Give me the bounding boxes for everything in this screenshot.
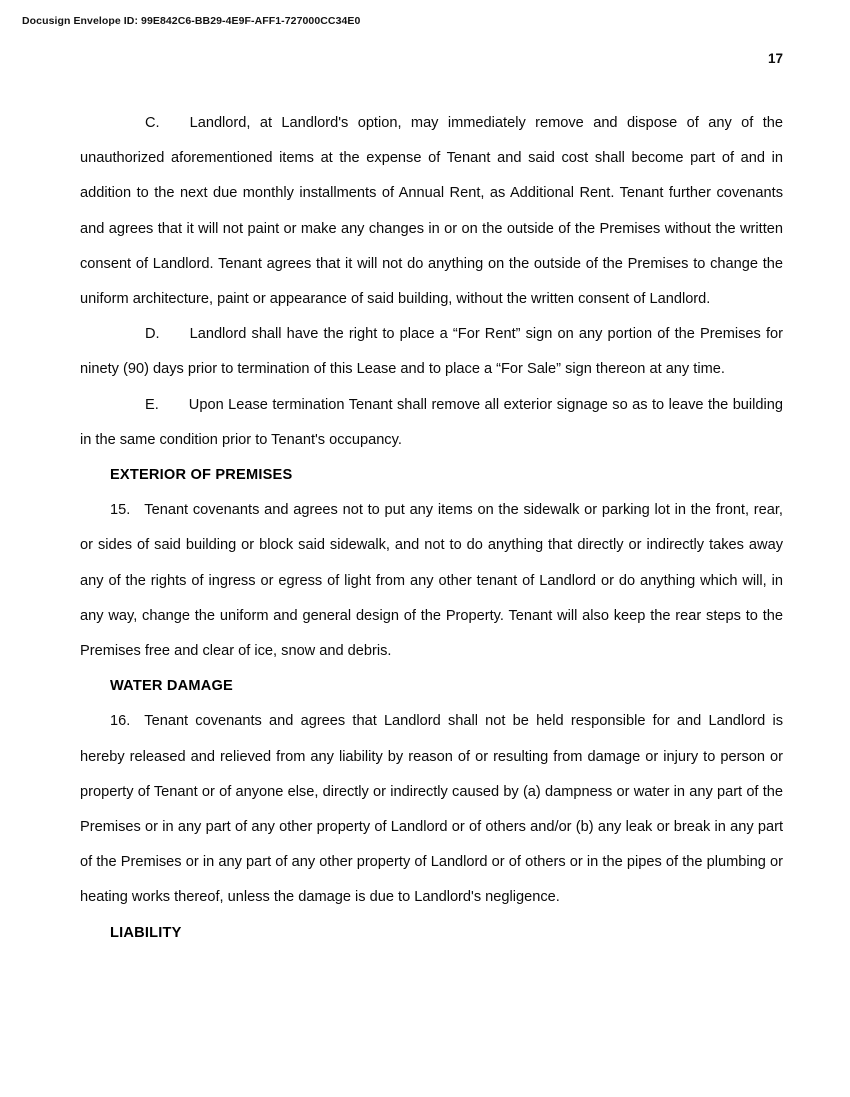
paragraph-c-text: Landlord, at Landlord's option, may immediately remove and dispose of any of the unauthorized aforementioned items at the expense of Tenant and said cost shall become part of and in addition to the next due monthly installments of Annual Rent, as Additional Rent. Tenant further covenants and agrees that it will not paint or make any changes in or on the outside of the Premises without the written consent of Landlord. Tenant agrees that it will not do anything on the outside of the Premises to change the uniform architecture, paint or appearance of said building, without the written consent of Landlord.: [80, 115, 783, 308]
paragraph-c-marker: C.: [145, 115, 160, 131]
document-body: [80, 106, 783, 951]
page-number: 17: [767, 51, 783, 66]
docusign-envelope-id: Docusign Envelope ID: 99E842C6-BB29-4E9F-AFF1-727000CC34E0: [22, 15, 361, 27]
section-heading-exterior-of-premises: EXTERIOR OF PREMISES: [110, 467, 293, 484]
paragraph-d-text: Landlord shall have the right to place a “For Rent” sign on any portion of the Premises for ninety (90) days prior to termination of this Lease and to place a “For Sale” sign thereon at any time.: [80, 326, 783, 378]
section-16: [80, 704, 783, 915]
paragraph-d: [80, 317, 783, 387]
section-15-marker: 15.: [110, 502, 131, 519]
section-16-marker: 16.: [110, 713, 131, 730]
paragraph-e-marker: E.: [145, 396, 159, 413]
paragraph-e: [80, 388, 783, 458]
paragraph-c: [80, 106, 783, 317]
paragraph-d-marker: D.: [145, 326, 160, 343]
section-15-text: Tenant covenants and agrees not to put any items on the sidewalk or parking lot in the front, rear, or sides of said building or block said sidewalk, and not to do anything that directly or indirectly takes away any of the rights of ingress or egress of light from any other tenant of Landlord or do anything which will, in any way, change the uniform and general design of the Property. Tenant will also keep the rear steps to the Premises free and clear of ice, snow and debris.: [80, 502, 783, 660]
section-heading-water-damage: WATER DAMAGE: [110, 678, 233, 695]
section-16-text: Tenant covenants and agrees that Landlord shall not be held responsible for and Landlord is hereby released and relieved from any liability by reason of or resulting from damage or injury to person or property of Tenant or of anyone else, directly or indirectly caused by (a) dampness or water in any part of the Premises or in any part of any other property of Landlord or of others and/or (b) any leak or break in any part of the Premises or in any part of any other property of Landlord or of others or in the pipes of the plumbing or heating works thereof, unless the damage is due to Landlord's negligence.: [80, 713, 783, 906]
paragraph-e-text: Upon Lease termination Tenant shall remove all exterior signage so as to leave the building in the same condition prior to Tenant's occupancy.: [80, 396, 783, 448]
section-15: [80, 493, 783, 669]
section-heading-liability: LIABILITY: [110, 924, 182, 941]
